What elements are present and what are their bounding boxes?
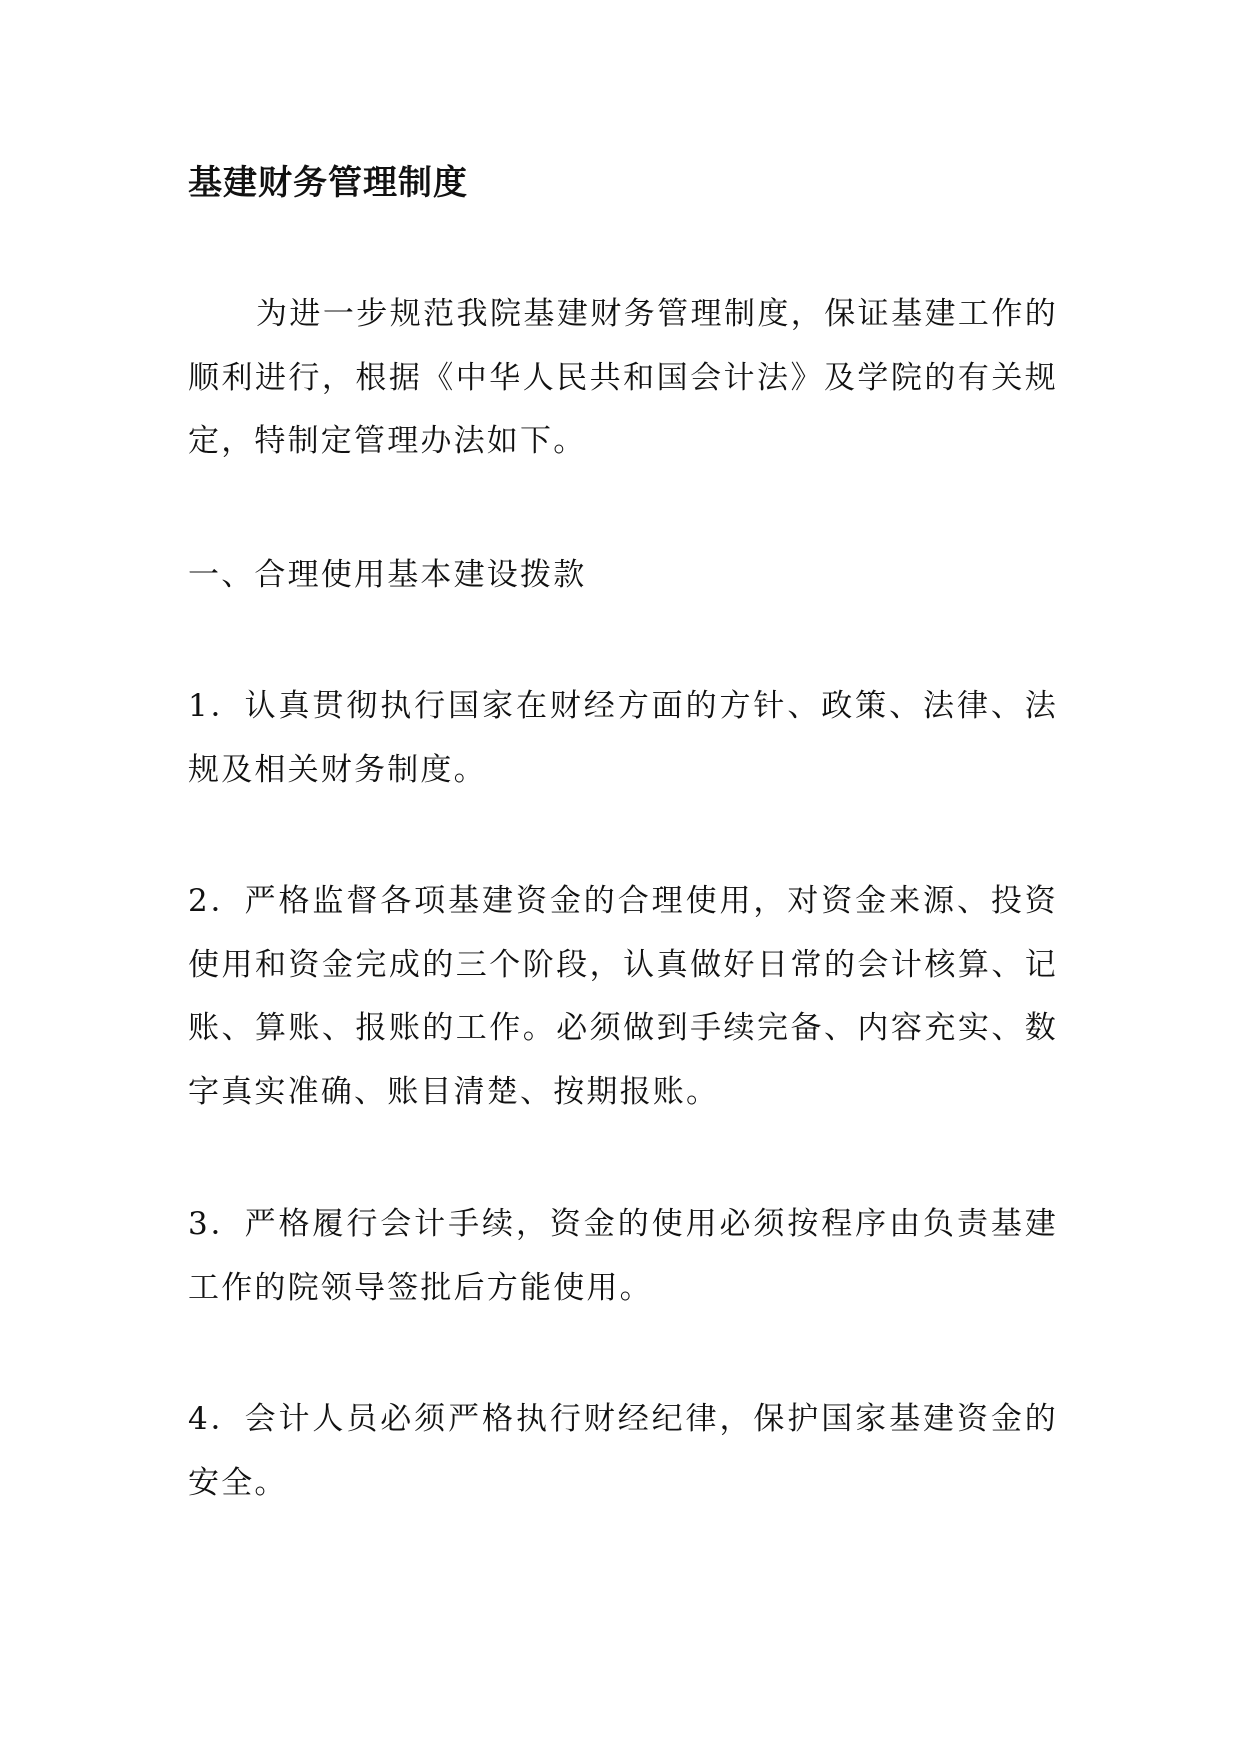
list-item-2: 2．严格监督各项基建资金的合理使用，对资金来源、投资使用和资金完成的三个阶段，认真做好日常的会计核算、记账、算账、报账的工作。必须做到手续完备、内容充实、数字真实准确、账目清楚、按期报账。	[188, 883, 1058, 1110]
list-item-4: 4．会计人员必须严格执行财经纪律，保护国家基建资金的安全。	[188, 1401, 1058, 1501]
intro-paragraph: 为进一步规范我院基建财务管理制度，保证基建工作的顺利进行，根据《中华人民共和国会计法》及学院的有关规定，特制定管理办法如下。	[188, 296, 1058, 459]
list-item-3: 3．严格履行会计手续，资金的使用必须按程序由负责基建工作的院领导签批后方能使用。	[188, 1206, 1058, 1306]
document-title: 基建财务管理制度	[188, 163, 468, 203]
section-heading: 一、合理使用基本建设拨款	[188, 557, 587, 593]
list-item-1: 1．认真贯彻执行国家在财经方面的方针、政策、法律、法规及相关财务制度。	[188, 688, 1058, 788]
